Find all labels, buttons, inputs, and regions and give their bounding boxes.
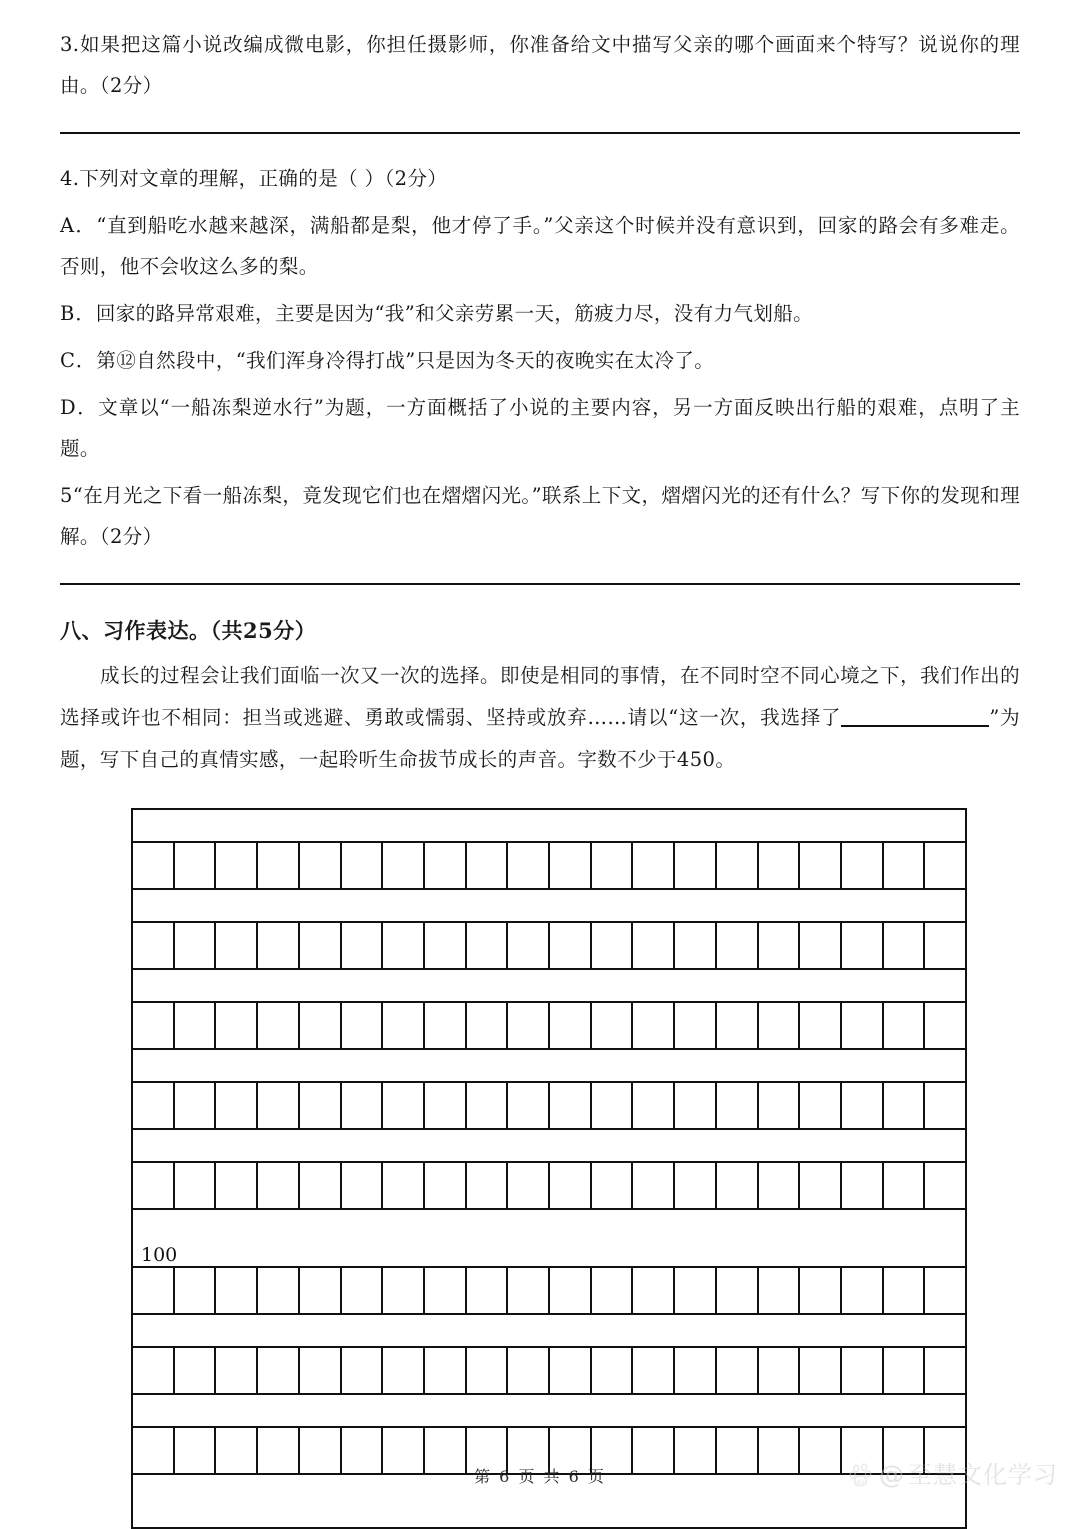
grid-cell[interactable] xyxy=(425,923,467,968)
grid-cell[interactable] xyxy=(425,1348,467,1393)
grid-cell[interactable] xyxy=(342,923,384,968)
grid-cell[interactable] xyxy=(925,1083,965,1128)
grid-cell[interactable] xyxy=(133,923,175,968)
grid-cell[interactable] xyxy=(633,1348,675,1393)
grid-cell[interactable] xyxy=(842,1083,884,1128)
grid-cell[interactable] xyxy=(216,1083,258,1128)
grid-cell[interactable] xyxy=(425,1268,467,1313)
question-4-stem: 4.下列对文章的理解，正确的是（ ）（2分） xyxy=(60,167,448,190)
grid-cell[interactable] xyxy=(925,1268,965,1313)
grid-cell[interactable] xyxy=(300,1003,342,1048)
grid-cell[interactable] xyxy=(759,923,801,968)
grid-cell[interactable] xyxy=(383,1003,425,1048)
grid-band xyxy=(133,1050,965,1083)
grid-cell[interactable] xyxy=(508,1348,550,1393)
grid-cell-row xyxy=(133,1348,965,1395)
grid-cell[interactable] xyxy=(175,923,217,968)
grid-cell[interactable] xyxy=(717,1163,759,1208)
grid-cell[interactable] xyxy=(258,1163,300,1208)
grid-cell-row xyxy=(133,923,965,970)
grid-cell[interactable] xyxy=(467,1083,509,1128)
grid-band-word-count xyxy=(133,1210,965,1268)
grid-cell[interactable] xyxy=(842,1348,884,1393)
grid-cell[interactable] xyxy=(216,1163,258,1208)
question-4-option-a xyxy=(60,199,1020,287)
grid-cell[interactable] xyxy=(675,1003,717,1048)
question-5-text: 5“在月光之下看一船冻梨，竟发现它们也在熠熠闪光。”联系上下文，熠熠闪光的还有什么？写下你的发现和理解。（2分） xyxy=(60,484,1020,548)
grid-cell[interactable] xyxy=(258,843,300,888)
grid-cell[interactable] xyxy=(175,1003,217,1048)
grid-cell[interactable] xyxy=(759,1003,801,1048)
grid-cell[interactable] xyxy=(383,843,425,888)
grid-cell[interactable] xyxy=(842,1163,884,1208)
grid-band xyxy=(133,970,965,1003)
grid-cell[interactable] xyxy=(216,1268,258,1313)
grid-cell[interactable] xyxy=(592,923,634,968)
grid-cell[interactable] xyxy=(884,1268,926,1313)
grid-cell[interactable] xyxy=(175,843,217,888)
grid-cell[interactable] xyxy=(842,1003,884,1048)
grid-cell[interactable] xyxy=(133,843,175,888)
grid-cell[interactable] xyxy=(133,1083,175,1128)
grid-cell[interactable] xyxy=(925,1003,965,1048)
grid-cell[interactable] xyxy=(383,1268,425,1313)
grid-cell[interactable] xyxy=(216,1003,258,1048)
watermark-at-symbol: @ xyxy=(879,1460,904,1489)
grid-cell[interactable] xyxy=(675,843,717,888)
grid-cell[interactable] xyxy=(258,1348,300,1393)
grid-cell[interactable] xyxy=(759,1268,801,1313)
grid-cell[interactable] xyxy=(800,1268,842,1313)
grid-cell[interactable] xyxy=(467,1003,509,1048)
grid-cell[interactable] xyxy=(759,843,801,888)
composition-prompt xyxy=(60,651,1020,781)
grid-cell[interactable] xyxy=(342,1163,384,1208)
grid-cell[interactable] xyxy=(383,923,425,968)
option-d-letter: D． xyxy=(60,396,99,419)
grid-cell[interactable] xyxy=(592,843,634,888)
grid-cell[interactable] xyxy=(342,1268,384,1313)
option-d-text: 文章以“一船冻梨逆水行”为题，一方面概括了小说的主要内容，另一方面反映出行船的艰难，点明了主题。 xyxy=(60,396,1020,460)
grid-cell[interactable] xyxy=(884,923,926,968)
grid-cell[interactable] xyxy=(425,843,467,888)
grid-cell[interactable] xyxy=(300,1163,342,1208)
question-4-option-d xyxy=(60,381,1020,469)
question-4-option-b xyxy=(60,287,1020,334)
grid-cell[interactable] xyxy=(258,1083,300,1128)
grid-cell[interactable] xyxy=(175,1348,217,1393)
grid-cell[interactable] xyxy=(258,923,300,968)
grid-cell[interactable] xyxy=(675,1083,717,1128)
grid-cell[interactable] xyxy=(175,1163,217,1208)
grid-cell[interactable] xyxy=(425,1163,467,1208)
grid-cell[interactable] xyxy=(717,1268,759,1313)
grid-cell-row xyxy=(133,1268,965,1315)
grid-cell[interactable] xyxy=(884,843,926,888)
grid-cell[interactable] xyxy=(216,1348,258,1393)
grid-cell[interactable] xyxy=(467,923,509,968)
grid-cell[interactable] xyxy=(842,1268,884,1313)
grid-cell[interactable] xyxy=(175,1268,217,1313)
grid-cell[interactable] xyxy=(633,1083,675,1128)
grid-cell[interactable] xyxy=(925,923,965,968)
grid-cell[interactable] xyxy=(342,1348,384,1393)
grid-cell[interactable] xyxy=(550,1268,592,1313)
grid-cell[interactable] xyxy=(633,1163,675,1208)
title-blank-line xyxy=(841,725,989,727)
watermark-text: 至慧文化学习 xyxy=(908,1461,1058,1489)
question-3-text: 3.如果把这篇小说改编成微电影，你担任摄影师，你准备给文中描写父亲的哪个画面来个特写？说说你的理由。（2分） xyxy=(60,33,1020,97)
grid-cell[interactable] xyxy=(550,1003,592,1048)
grid-cell-row xyxy=(133,843,965,890)
grid-cell[interactable] xyxy=(216,843,258,888)
grid-cell[interactable] xyxy=(342,843,384,888)
grid-cell[interactable] xyxy=(800,843,842,888)
composition-prompt-part1: 成长的过程会让我们面临一次又一次的选择。即使是相同的事情，在不同时空不同心境之下，我们作出的选择或许也不相同：担当或逃避、勇敢或懦弱、坚持或放弃……请以“这一次，我选择了 xyxy=(60,664,1020,729)
grid-cell[interactable] xyxy=(258,1268,300,1313)
baidu-paw-icon xyxy=(849,1462,875,1488)
grid-cell[interactable] xyxy=(717,923,759,968)
grid-cell[interactable] xyxy=(508,1003,550,1048)
grid-cell[interactable] xyxy=(550,1083,592,1128)
grid-cell[interactable] xyxy=(467,1268,509,1313)
composition-section-heading: 八、习作表达。（共25分） xyxy=(60,618,317,643)
grid-cell[interactable] xyxy=(383,1083,425,1128)
grid-cell[interactable] xyxy=(592,1083,634,1128)
grid-cell[interactable] xyxy=(884,1163,926,1208)
page-footer: 第 6 页 共 6 页 xyxy=(474,1467,606,1486)
word-count-marker-100: 100 xyxy=(141,1244,178,1266)
option-a-letter: A． xyxy=(60,214,97,237)
grid-cell[interactable] xyxy=(884,1083,926,1128)
composition-prompt-part2: ”为题，写下自己的真情实感，一起聆听生命拔节成长的声音。字数不少于450。 xyxy=(60,706,1020,771)
grid-cell[interactable] xyxy=(800,1003,842,1048)
grid-cell[interactable] xyxy=(175,1083,217,1128)
svg-text:du: du xyxy=(856,1477,865,1486)
grid-cell[interactable] xyxy=(133,1268,175,1313)
grid-cell[interactable] xyxy=(550,923,592,968)
grid-cell[interactable] xyxy=(550,1348,592,1393)
grid-cell[interactable] xyxy=(508,1163,550,1208)
grid-cell[interactable] xyxy=(800,923,842,968)
grid-cell[interactable] xyxy=(675,923,717,968)
grid-cell-row xyxy=(133,1003,965,1050)
grid-cell[interactable] xyxy=(425,1003,467,1048)
grid-cell[interactable] xyxy=(133,1348,175,1393)
grid-cell[interactable] xyxy=(383,1348,425,1393)
grid-cell[interactable] xyxy=(342,1003,384,1048)
grid-cell[interactable] xyxy=(884,1003,926,1048)
grid-cell[interactable] xyxy=(800,1163,842,1208)
grid-cell[interactable] xyxy=(550,1163,592,1208)
grid-cell[interactable] xyxy=(633,1003,675,1048)
grid-cell[interactable] xyxy=(133,1003,175,1048)
grid-cell[interactable] xyxy=(925,1163,965,1208)
grid-cell-row xyxy=(133,1163,965,1210)
grid-cell[interactable] xyxy=(342,1083,384,1128)
grid-cell[interactable] xyxy=(467,1348,509,1393)
grid-cell[interactable] xyxy=(633,843,675,888)
grid-cell[interactable] xyxy=(759,1348,801,1393)
grid-band xyxy=(133,1395,965,1428)
grid-cell[interactable] xyxy=(300,1268,342,1313)
grid-cell[interactable] xyxy=(550,843,592,888)
grid-cell[interactable] xyxy=(633,923,675,968)
grid-cell[interactable] xyxy=(425,1083,467,1128)
grid-cell[interactable] xyxy=(300,843,342,888)
grid-cell[interactable] xyxy=(508,843,550,888)
grid-cell[interactable] xyxy=(717,1348,759,1393)
grid-cell[interactable] xyxy=(925,843,965,888)
grid-cell[interactable] xyxy=(592,1348,634,1393)
grid-cell[interactable] xyxy=(133,1163,175,1208)
grid-cell[interactable] xyxy=(592,1003,634,1048)
grid-cell[interactable] xyxy=(300,1348,342,1393)
grid-cell[interactable] xyxy=(759,1163,801,1208)
grid-cell[interactable] xyxy=(675,1163,717,1208)
grid-cell[interactable] xyxy=(383,1163,425,1208)
grid-cell[interactable] xyxy=(717,1083,759,1128)
option-c-letter: C． xyxy=(60,349,97,372)
grid-cell[interactable] xyxy=(300,1083,342,1128)
grid-cell[interactable] xyxy=(633,1268,675,1313)
grid-cell[interactable] xyxy=(467,1163,509,1208)
grid-cell[interactable] xyxy=(800,1348,842,1393)
grid-cell[interactable] xyxy=(258,1003,300,1048)
grid-cell[interactable] xyxy=(216,923,258,968)
grid-cell[interactable] xyxy=(925,1348,965,1393)
option-a-text: “直到船吃水越来越深，满船都是梨，他才停了手。”父亲这个时候并没有意识到，回家的路会有多难走。否则，他不会收这么多的梨。 xyxy=(60,214,1020,278)
option-c-text: 第⑫自然段中，“我们浑身冷得打战”只是因为冬天的夜晚实在太冷了。 xyxy=(96,349,715,372)
grid-cell[interactable] xyxy=(508,1268,550,1313)
composition-grid xyxy=(131,808,967,1529)
grid-cell[interactable] xyxy=(592,1163,634,1208)
grid-cell[interactable] xyxy=(592,1268,634,1313)
grid-cell[interactable] xyxy=(467,843,509,888)
grid-cell[interactable] xyxy=(842,843,884,888)
grid-cell[interactable] xyxy=(717,843,759,888)
grid-cell[interactable] xyxy=(508,1083,550,1128)
grid-cell[interactable] xyxy=(842,923,884,968)
grid-band xyxy=(133,890,965,923)
grid-band xyxy=(133,1315,965,1348)
grid-cell-row xyxy=(133,1083,965,1130)
grid-band xyxy=(133,810,965,843)
option-b-letter: B． xyxy=(60,302,96,325)
grid-cell[interactable] xyxy=(508,923,550,968)
grid-cell[interactable] xyxy=(884,1348,926,1393)
option-b-text: 回家的路异常艰难，主要是因为“我”和父亲劳累一天，筋疲力尽，没有力气划船。 xyxy=(95,302,814,325)
grid-cell[interactable] xyxy=(717,1003,759,1048)
grid-cell[interactable] xyxy=(300,923,342,968)
question-4-option-c xyxy=(60,334,1020,381)
grid-band xyxy=(133,1130,965,1163)
grid-cell[interactable] xyxy=(675,1348,717,1393)
grid-cell[interactable] xyxy=(759,1083,801,1128)
grid-cell[interactable] xyxy=(800,1083,842,1128)
grid-cell[interactable] xyxy=(675,1268,717,1313)
watermark xyxy=(849,1462,1058,1488)
